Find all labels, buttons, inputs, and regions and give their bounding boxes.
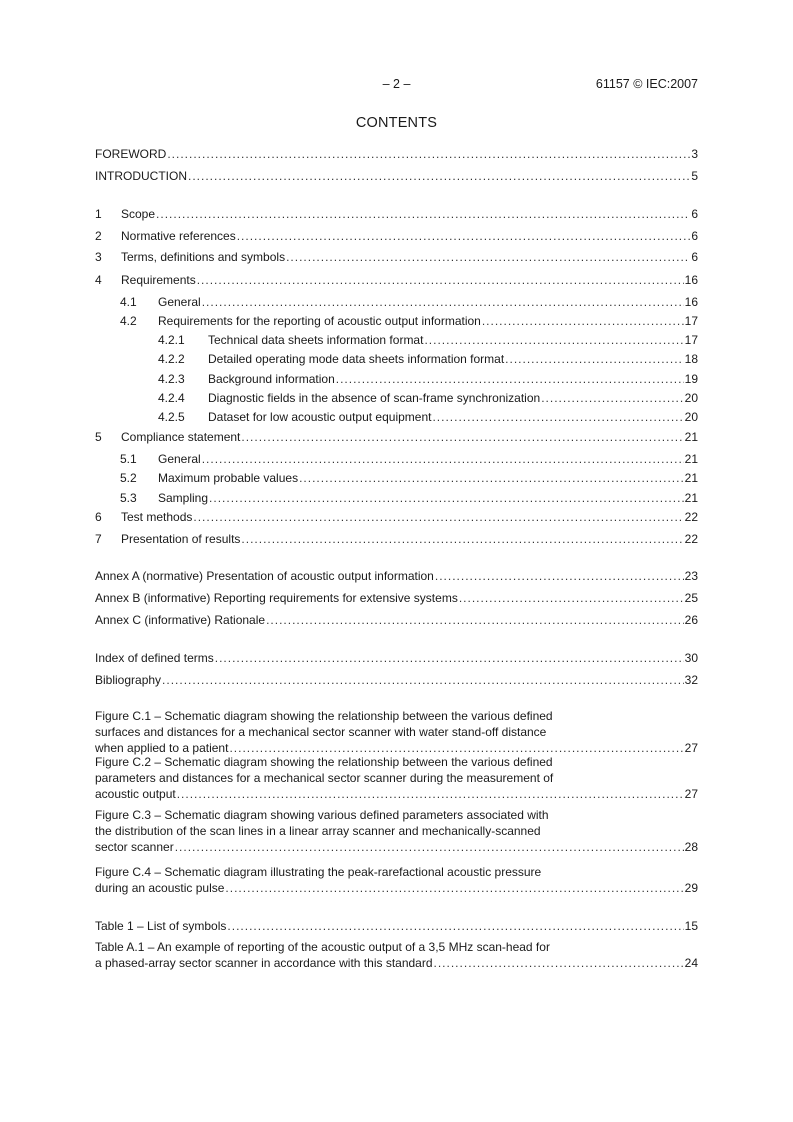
toc-entry-title-line: a phased-array sector scanner in accordance with this standard xyxy=(95,956,433,970)
toc-leader-dots xyxy=(209,490,684,506)
toc-entry[interactable] xyxy=(158,351,698,367)
toc-entry-title: Sampling xyxy=(158,491,209,505)
toc-entry[interactable] xyxy=(120,451,698,467)
toc-entry-page: 27 xyxy=(684,787,698,801)
toc-entry-page: 21 xyxy=(684,491,698,505)
toc-entry[interactable] xyxy=(95,509,698,525)
toc-entry-title: General xyxy=(158,295,201,309)
toc-leader-dots xyxy=(424,332,683,348)
toc-leader-dots xyxy=(459,590,684,606)
toc-entry-number: 4.1 xyxy=(120,295,137,309)
toc-entry-title: INTRODUCTION xyxy=(95,169,187,183)
toc-entry[interactable] xyxy=(95,146,698,162)
toc-entry[interactable] xyxy=(95,272,698,288)
toc-entry-page: 30 xyxy=(684,651,698,665)
toc-entry[interactable] xyxy=(120,470,698,486)
toc-entry-title: Annex C (informative) Rationale xyxy=(95,613,266,627)
toc-entry-title-line: the distribution of the scan lines in a linear array scanner and mechanically-scanned xyxy=(95,824,541,838)
toc-entry[interactable] xyxy=(95,650,698,666)
toc-entry-page: 21 xyxy=(684,430,698,444)
toc-entry-title-line: during an acoustic pulse xyxy=(95,881,225,895)
toc-entry-page: 15 xyxy=(684,919,698,933)
toc-leader-dots xyxy=(434,955,684,971)
toc-figure-entry[interactable] xyxy=(95,754,698,802)
toc-entry-page: 6 xyxy=(691,207,698,221)
toc-leader-dots xyxy=(286,249,690,265)
toc-entry[interactable] xyxy=(95,590,698,606)
toc-entry-page: 16 xyxy=(684,273,698,287)
toc-leader-dots xyxy=(177,786,684,802)
toc-entry-page: 21 xyxy=(684,471,698,485)
toc-entry[interactable] xyxy=(120,294,698,310)
toc-entry[interactable] xyxy=(95,568,698,584)
toc-leader-dots xyxy=(156,206,690,222)
toc-entry-title: Index of defined terms xyxy=(95,651,214,665)
toc-entry-page: 17 xyxy=(684,333,698,347)
toc-entry[interactable] xyxy=(95,612,698,628)
toc-entry[interactable] xyxy=(95,531,698,547)
toc-entry-page: 24 xyxy=(684,956,698,970)
toc-entry[interactable] xyxy=(95,206,698,222)
toc-entry-page: 28 xyxy=(684,840,698,854)
toc-entry-title-line: surfaces and distances for a mechanical sector scanner with water stand-off distance xyxy=(95,725,547,739)
toc-figure-entry[interactable] xyxy=(95,708,698,756)
toc-entry-page: 23 xyxy=(684,569,698,583)
toc-entry-page: 27 xyxy=(684,741,698,755)
toc-entry-title: Maximum probable values xyxy=(158,471,299,485)
toc-entry-title-line: Figure C.1 – Schematic diagram showing the relationship between the various defined xyxy=(95,709,553,723)
toc-entry[interactable] xyxy=(158,409,698,425)
toc-entry-page: 6 xyxy=(691,250,698,264)
toc-entry-title: Presentation of results xyxy=(121,532,241,546)
toc-entry-number: 4.2.4 xyxy=(158,391,185,405)
toc-entry-number: 4.2.5 xyxy=(158,410,185,424)
toc-leader-dots xyxy=(175,839,684,855)
toc-entry-page: 22 xyxy=(684,532,698,546)
toc-entry[interactable] xyxy=(95,672,698,688)
toc-entry[interactable] xyxy=(120,313,698,329)
toc-entry-page: 32 xyxy=(684,673,698,687)
toc-entry[interactable] xyxy=(158,371,698,387)
toc-leader-dots xyxy=(215,650,684,666)
toc-leader-dots xyxy=(505,351,683,367)
toc-entry-number: 4 xyxy=(95,273,102,287)
toc-entry-title-line: Figure C.3 – Schematic diagram showing various defined parameters associated with xyxy=(95,808,549,822)
toc-leader-dots xyxy=(336,371,684,387)
toc-leader-dots xyxy=(541,390,683,406)
toc-entry[interactable] xyxy=(95,249,698,265)
toc-leader-dots xyxy=(202,294,684,310)
toc-entry-title: Detailed operating mode data sheets information format xyxy=(208,352,505,366)
toc-entry-number: 4.2.1 xyxy=(158,333,185,347)
toc-entry[interactable] xyxy=(95,228,698,244)
toc-leader-dots xyxy=(197,272,684,288)
toc-entry-title: Requirements for the reporting of acoustic output information xyxy=(158,314,481,328)
toc-entry-page: 22 xyxy=(684,510,698,524)
toc-entry-title-line: Table 1 – List of symbols xyxy=(95,919,227,933)
toc-entry-title-line: Figure C.2 – Schematic diagram showing the relationship between the various defined xyxy=(95,755,553,769)
toc-entry-title: Annex B (informative) Reporting requirements for extensive systems xyxy=(95,591,458,605)
toc-entry-title: Technical data sheets information format xyxy=(208,333,424,347)
toc-entry[interactable] xyxy=(95,429,698,445)
toc-table-entry[interactable] xyxy=(95,918,698,934)
toc-entry-page: 21 xyxy=(684,452,698,466)
toc-entry-page: 16 xyxy=(684,295,698,309)
toc-leader-dots xyxy=(193,509,683,525)
toc-entry-title-line: Figure C.4 – Schematic diagram illustrating the peak-rarefactional acoustic pressure xyxy=(95,865,542,879)
toc-entry-number: 2 xyxy=(95,229,102,243)
toc-entry-page: 29 xyxy=(684,881,698,895)
toc-entry-page: 19 xyxy=(684,372,698,386)
toc-leader-dots xyxy=(241,531,683,547)
toc-figure-entry[interactable] xyxy=(95,864,698,896)
toc-entry-page: 6 xyxy=(691,229,698,243)
toc-entry-page: 20 xyxy=(684,391,698,405)
page-title: CONTENTS xyxy=(355,115,438,131)
toc-leader-dots xyxy=(225,880,683,896)
toc-leader-dots xyxy=(266,612,684,628)
toc-entry[interactable] xyxy=(120,490,698,506)
toc-entry-title-line: when applied to a patient xyxy=(95,741,229,755)
toc-entry-title: Requirements xyxy=(121,273,196,287)
toc-leader-dots xyxy=(167,146,690,162)
toc-entry-title: Normative references xyxy=(121,229,236,243)
toc-entry-number: 4.2.3 xyxy=(158,372,185,386)
toc-entry-title-line: sector scanner xyxy=(95,840,174,854)
toc-entry-page: 20 xyxy=(684,410,698,424)
toc-entry-page: 5 xyxy=(691,169,698,183)
toc-entry-title: FOREWORD xyxy=(95,147,167,161)
toc-entry[interactable] xyxy=(95,168,698,184)
toc-leader-dots xyxy=(432,409,683,425)
toc-leader-dots xyxy=(435,568,684,584)
toc-entry-number: 6 xyxy=(95,510,102,524)
toc-entry-title: Diagnostic fields in the absence of scan-frame synchronization xyxy=(208,391,541,405)
toc-entry-page: 25 xyxy=(684,591,698,605)
toc-entry-title: General xyxy=(158,452,201,466)
toc-leader-dots xyxy=(299,470,684,486)
standard-reference: 61157 © IEC:2007 xyxy=(595,77,698,91)
page-number: – 2 – xyxy=(382,77,411,91)
toc-entry-title-line: acoustic output xyxy=(95,787,176,801)
toc-leader-dots xyxy=(237,228,691,244)
toc-entry-title-line: Table A.1 – An example of reporting of the acoustic output of a 3,5 MHz scan-head for xyxy=(95,940,550,954)
toc-entry[interactable] xyxy=(158,390,698,406)
toc-entry-title: Compliance statement xyxy=(121,430,241,444)
toc-leader-dots xyxy=(227,918,683,934)
toc-table-entry[interactable] xyxy=(95,939,698,971)
toc-entry-number: 3 xyxy=(95,250,102,264)
toc-entry-number: 5.1 xyxy=(120,452,137,466)
toc-leader-dots xyxy=(482,313,684,329)
toc-entry-number: 5 xyxy=(95,430,102,444)
toc-entry-title-line: parameters and distances for a mechanical sector scanner during the measurement of xyxy=(95,771,554,785)
toc-entry-title: Bibliography xyxy=(95,673,162,687)
toc-entry-title: Terms, definitions and symbols xyxy=(121,250,286,264)
toc-entry-number: 5.2 xyxy=(120,471,137,485)
toc-entry-number: 1 xyxy=(95,207,102,221)
toc-entry-title: Annex A (normative) Presentation of acoustic output information xyxy=(95,569,434,583)
toc-leader-dots xyxy=(162,672,684,688)
toc-entry-page: 18 xyxy=(684,352,698,366)
toc-entry-page: 3 xyxy=(691,147,698,161)
toc-entry-number: 5.3 xyxy=(120,491,137,505)
toc-entry-number: 7 xyxy=(95,532,102,546)
toc-leader-dots xyxy=(202,451,684,467)
toc-entry-title: Background information xyxy=(208,372,335,386)
toc-entry-number: 4.2 xyxy=(120,314,137,328)
toc-entry[interactable] xyxy=(158,332,698,348)
toc-entry-page: 26 xyxy=(684,613,698,627)
toc-entry-number: 4.2.2 xyxy=(158,352,185,366)
toc-figure-entry[interactable] xyxy=(95,807,698,855)
toc-entry-title: Scope xyxy=(121,207,156,221)
toc-leader-dots xyxy=(188,168,690,184)
toc-entry-page: 17 xyxy=(684,314,698,328)
toc-entry-title: Dataset for low acoustic output equipment xyxy=(208,410,432,424)
toc-leader-dots xyxy=(241,429,683,445)
toc-entry-title: Test methods xyxy=(121,510,193,524)
